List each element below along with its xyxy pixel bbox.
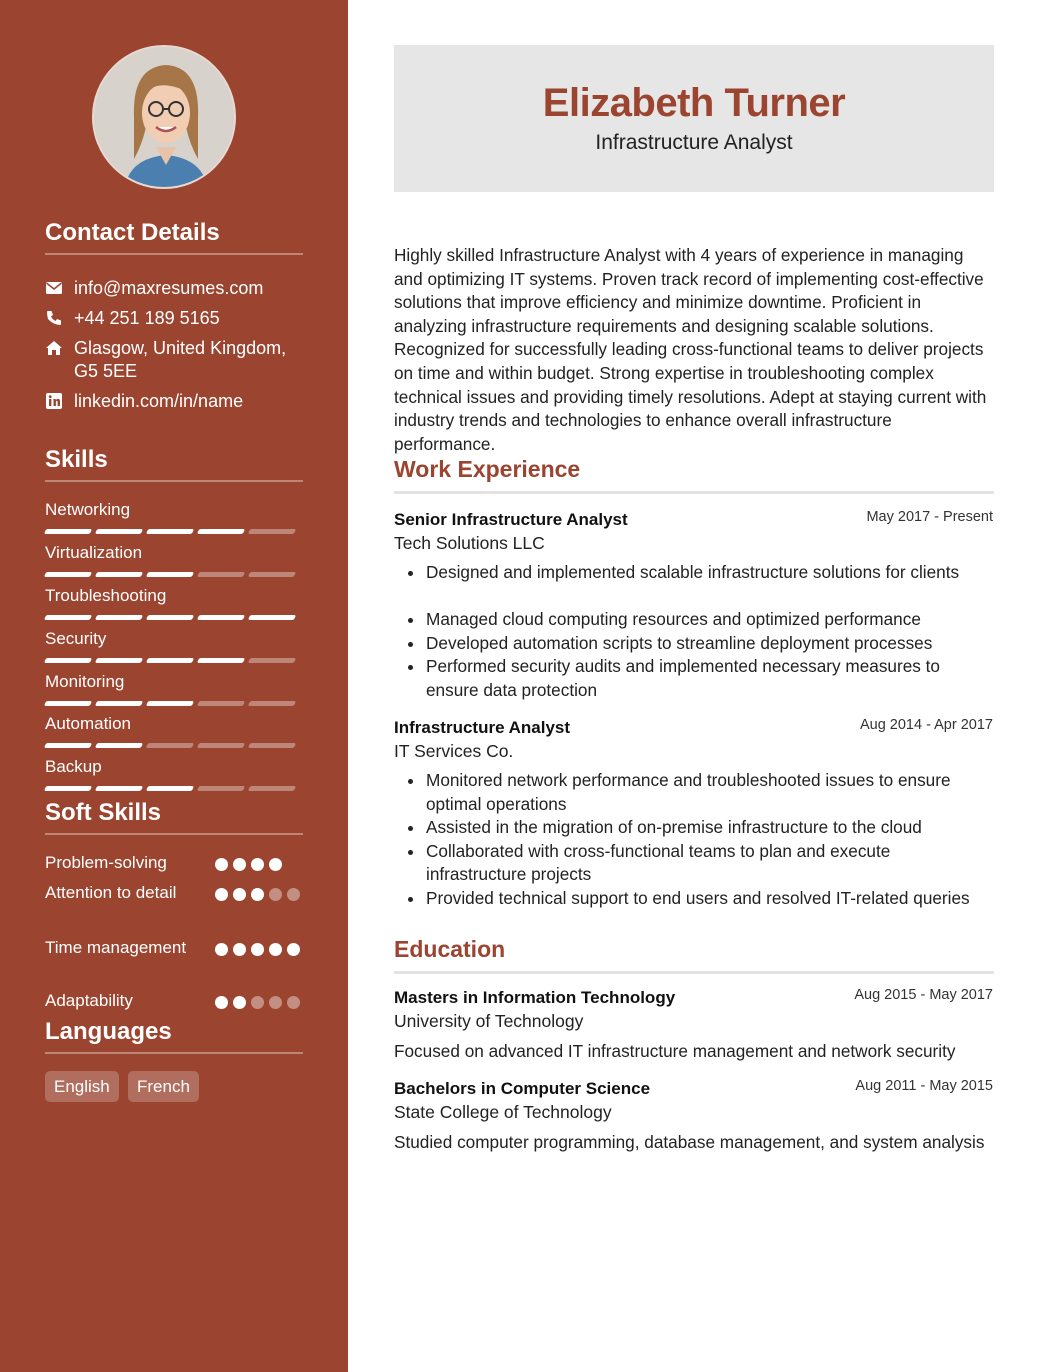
skill-level-segment <box>197 615 245 620</box>
job-bullets <box>394 769 994 911</box>
skill-level-segment <box>248 658 296 663</box>
contact-heading: Contact Details <box>45 219 303 255</box>
contact-phone-text: +44 251 189 5165 <box>74 308 220 328</box>
skill-item <box>45 629 303 663</box>
soft-skill-name: Attention to detail <box>45 883 177 902</box>
job-title: Senior Infrastructure Analyst <box>394 510 628 529</box>
skill-level-segment <box>146 658 194 663</box>
skill-level-segment <box>197 743 245 748</box>
skill-level-bars <box>45 529 303 534</box>
soft-skill-dot <box>287 888 300 901</box>
skill-item <box>45 586 303 620</box>
soft-skill-dot <box>215 943 228 956</box>
skill-level-bars <box>45 615 303 620</box>
header-box <box>394 45 994 192</box>
skill-level-segment <box>44 743 92 748</box>
soft-skill-dot <box>215 858 228 871</box>
soft-skill-dot <box>251 888 264 901</box>
soft-skill-dot <box>251 996 264 1009</box>
job-bullet: Designed and implemented scalable infrastructure solutions for clients <box>394 561 994 585</box>
contact-address-text: Glasgow, United Kingdom, G5 5EE <box>74 338 287 381</box>
degree-title: Masters in Information Technology <box>394 988 676 1007</box>
soft-skill-dot <box>233 858 246 871</box>
soft-skill-dot <box>233 943 246 956</box>
skill-level-bars <box>45 572 303 577</box>
skill-level-segment <box>95 743 143 748</box>
skill-level-segment <box>44 615 92 620</box>
skill-item <box>45 714 303 748</box>
skill-level-segment <box>44 658 92 663</box>
soft-skill-item <box>45 881 303 904</box>
job-bullets <box>394 561 994 703</box>
envelope-icon <box>45 279 63 297</box>
skill-level-segment <box>95 786 143 791</box>
contact-linkedin[interactable] <box>45 390 303 413</box>
language-tag: French <box>128 1071 199 1102</box>
skill-name: Troubleshooting <box>45 586 167 605</box>
soft-skill-item <box>45 936 303 959</box>
skill-level-segment <box>248 786 296 791</box>
avatar <box>92 45 236 189</box>
skill-level-segment <box>95 572 143 577</box>
soft-skill-dot <box>269 943 282 956</box>
candidate-name: Elizabeth Turner <box>542 81 846 125</box>
school-name: University of Technology <box>394 1011 584 1031</box>
skill-level-segment <box>197 572 245 577</box>
job-bullet: Managed cloud computing resources and optimized performance <box>394 608 994 632</box>
skill-level-segment <box>146 701 194 706</box>
skills-heading: Skills <box>45 446 303 482</box>
skill-level-segment <box>197 529 245 534</box>
skill-level-bars <box>45 701 303 706</box>
languages-heading: Languages <box>45 1018 303 1054</box>
soft-skill-dot <box>215 996 228 1009</box>
candidate-title: Infrastructure Analyst <box>595 131 793 154</box>
skill-item <box>45 672 303 706</box>
skill-level-segment <box>95 615 143 620</box>
skill-item <box>45 757 303 791</box>
work-heading: Work Experience <box>394 456 994 494</box>
job-bullet: Developed automation scripts to streamline deployment processes <box>394 632 994 656</box>
skill-level-bars <box>45 658 303 663</box>
soft-skill-dot <box>269 888 282 901</box>
soft-skill-item <box>45 851 303 874</box>
skill-level-segment <box>44 701 92 706</box>
home-icon <box>45 339 63 357</box>
job-title: Infrastructure Analyst <box>394 718 571 737</box>
skill-level-segment <box>44 786 92 791</box>
avatar-photo <box>94 47 236 189</box>
job-bullet: Monitored network performance and troubleshooted issues to ensure optimal operations <box>394 769 994 816</box>
skill-level-segment <box>248 572 296 577</box>
skill-level-segment <box>197 701 245 706</box>
skill-name: Virtualization <box>45 543 143 562</box>
skill-level-segment <box>248 743 296 748</box>
skill-name: Networking <box>45 500 131 519</box>
soft-skill-dot <box>287 943 300 956</box>
degree-date: Aug 2011 - May 2015 <box>855 1078 993 1094</box>
soft-skill-dot <box>251 943 264 956</box>
degree-date: Aug 2015 - May 2017 <box>854 987 993 1003</box>
soft-skill-dot <box>251 858 264 871</box>
skill-item <box>45 543 303 577</box>
skill-name: Automation <box>45 714 131 733</box>
skill-level-segment <box>248 615 296 620</box>
soft-skill-dot <box>287 996 300 1009</box>
soft-skill-dot <box>215 888 228 901</box>
soft-skill-dot <box>233 888 246 901</box>
soft-skill-dots <box>205 989 303 1012</box>
job-date: May 2017 - Present <box>866 509 993 525</box>
soft-skill-item <box>45 989 303 1012</box>
skill-level-segment <box>95 701 143 706</box>
soft-skills-heading: Soft Skills <box>45 799 303 835</box>
language-tag: English <box>45 1071 119 1102</box>
skill-item <box>45 500 303 534</box>
soft-skill-name: Problem-solving <box>45 853 167 872</box>
skill-level-segment <box>146 786 194 791</box>
skill-level-segment <box>248 529 296 534</box>
skill-level-segment <box>146 615 194 620</box>
degree-title: Bachelors in Computer Science <box>394 1079 651 1098</box>
skill-name: Monitoring <box>45 672 125 691</box>
skill-level-segment <box>146 572 194 577</box>
sidebar <box>0 0 348 1372</box>
skill-level-segment <box>146 743 194 748</box>
soft-skill-dot <box>269 858 282 871</box>
job-bullet: Assisted in the migration of on-premise infrastructure to the cloud <box>394 816 994 840</box>
skill-level-bars <box>45 743 303 748</box>
skill-level-segment <box>197 658 245 663</box>
skill-level-segment <box>44 572 92 577</box>
job-bullet: Collaborated with cross-functional teams to plan and execute infrastructure projects <box>394 840 994 887</box>
skill-level-segment <box>44 529 92 534</box>
school-name: State College of Technology <box>394 1102 612 1122</box>
summary-text: Highly skilled Infrastructure Analyst with 4 years of experience in managing and optimizing IT systems. Proven track record of implementing cost-effective solutions that improve efficiency and minimize downtime. Proficient in analyzing infrastructure requirements and designing scalable solutions. Recognized for successfully leading cross-functional teams to deliver projects on time and within budget. Strong expertise in troubleshooting complex technical issues and providing timely resolutions. Adept at staying current with industry trends and technologies to enhance overall infrastructure performance. <box>394 245 987 454</box>
degree-description: Focused on advanced IT infrastructure management and network security <box>394 1041 956 1061</box>
education-heading: Education <box>394 936 994 974</box>
soft-skill-dots <box>205 936 303 959</box>
soft-skill-name: Adaptability <box>45 991 133 1010</box>
contact-email-text: info@maxresumes.com <box>74 278 264 298</box>
soft-skill-dot <box>269 996 282 1009</box>
skill-level-segment <box>248 701 296 706</box>
degree-description: Studied computer programming, database management, and system analysis <box>394 1132 985 1152</box>
skill-level-segment <box>146 529 194 534</box>
skill-name: Backup <box>45 757 102 776</box>
job-bullet: Performed security audits and implemented necessary measures to ensure data protection <box>394 655 994 702</box>
soft-skill-dots <box>205 881 303 904</box>
contact-email[interactable] <box>45 277 303 300</box>
skill-level-segment <box>95 529 143 534</box>
skill-level-bars <box>45 786 303 791</box>
skill-level-segment <box>95 658 143 663</box>
soft-skill-dots <box>205 851 303 874</box>
job-bullet: Provided technical support to end users and resolved IT-related queries <box>394 887 994 911</box>
linkedin-icon <box>45 392 63 410</box>
contact-phone[interactable] <box>45 307 303 330</box>
soft-skill-name: Time management <box>45 938 187 957</box>
contact-address <box>45 337 303 383</box>
job-date: Aug 2014 - Apr 2017 <box>859 717 993 733</box>
contact-linkedin-text: linkedin.com/in/name <box>74 391 244 411</box>
job-company: Tech Solutions LLC <box>394 533 545 553</box>
skill-level-segment <box>197 786 245 791</box>
phone-icon <box>45 309 63 327</box>
skill-name: Security <box>45 629 107 648</box>
soft-skill-dot <box>233 996 246 1009</box>
job-company: IT Services Co. <box>394 741 514 761</box>
